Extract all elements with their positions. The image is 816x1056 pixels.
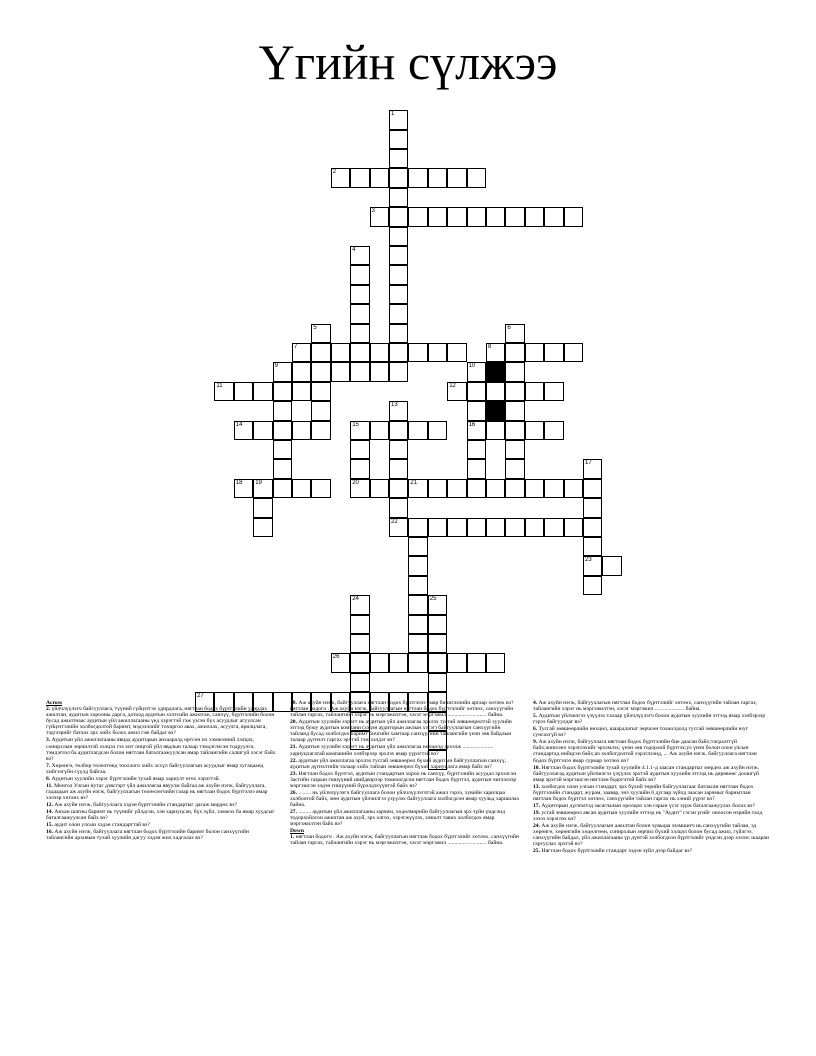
grid-cell[interactable]	[525, 479, 544, 498]
grid-cell[interactable]	[350, 421, 369, 440]
grid-cell[interactable]	[331, 168, 350, 187]
clue-item-number: 23.	[290, 770, 297, 777]
clue-item-number: 13.	[533, 783, 540, 790]
clue-number: 10	[468, 363, 476, 370]
grid-cell[interactable]	[292, 382, 311, 401]
clue-item-number: 3.	[46, 737, 51, 744]
clue-item-text: Аж ахуйн нэгж, байгууллага нягтлан бодох бүртгэлийн баримт болон санхүүгийн тайлангийн архивын тухай хуулийн дагуу хэдэн жил хадгалах вэ?	[46, 829, 249, 842]
clue-number: 15	[352, 421, 359, 428]
grid-cell[interactable]	[467, 421, 486, 440]
grid-cell[interactable]	[544, 343, 563, 362]
grid-cell[interactable]	[331, 362, 350, 381]
grid-cell[interactable]	[428, 518, 447, 537]
clue-number: 13	[391, 402, 398, 409]
clue-item	[290, 834, 520, 846]
clue-number: 27	[197, 693, 204, 700]
clue-item	[533, 713, 769, 725]
grid-cell[interactable]	[389, 343, 408, 362]
grid-cell[interactable]	[389, 324, 408, 343]
clue-item	[533, 765, 769, 783]
grid-cell[interactable]	[370, 653, 389, 672]
clue-item-text: Аж ахуйн нэгж, байгууллагын ажилтан болон хувьцаа эзэмшигч нь санхүүгийн тайлан, эд хөрөнгө, хөрөнгийн хөдөлгөөн, сонирхлын зөрчил бүхий хэлцэл болон бусад ажил, гүйлгээ, санхүүгийн байдал, үйл ажиллагааны үр дүнтэй холбогдсон бүртгэлийг үндсэн дээр хэзээс шааран гаргуулах эрхтэй вэ?	[533, 822, 769, 848]
clue-item	[290, 744, 520, 756]
clue-number: 7	[294, 344, 298, 350]
grid-cell[interactable]	[311, 324, 330, 343]
grid-cell[interactable]	[389, 188, 408, 207]
grid-cell[interactable]	[467, 518, 486, 537]
grid-cell[interactable]	[505, 421, 524, 440]
grid-cell[interactable]	[583, 498, 602, 517]
grid-cell[interactable]	[428, 673, 447, 692]
grid-cell[interactable]	[311, 382, 330, 401]
clues-column-1	[46, 700, 276, 842]
grid-cell[interactable]	[253, 498, 272, 517]
grid-cell[interactable]	[389, 130, 408, 149]
clues-column-3	[533, 700, 769, 855]
clue-item	[46, 802, 276, 808]
grid-cell[interactable]	[544, 479, 563, 498]
grid-cell[interactable]	[350, 459, 369, 478]
clue-item-text: Аж ахуйн нэгж, байгууллага нягтлан бодох бүртгэлээ ямар бичиглэлийн аргаар хөтлөх вэ? нягтлан бодогч . Аж ахуйн нэгж, байгууллагын нягтлан бодох бүртгэлийг хөтлөх, санхүүгийн тайлан гаргах, тайлангийн хэрэг нь мэргэжилтэн, хэсэг мэргэжил ............................ байна.	[290, 700, 514, 719]
grid-cell[interactable]	[234, 421, 253, 440]
clue-item-text: Нягтлан бодох бүртгэлийн тухай хуулийн 4.1.1-д заасан стандартыг мөрдөх аж ахуйн нэгж, байгууллагад аудитын үйлчилгээ үзүүлэх эрхтэй аудитын хуулийн этгээд нь дөрөвөөс доошгүй ямар эрхтэй мэргэшсэн нягтлан бодогчтой байх вэ?	[533, 764, 760, 783]
clue-item-text: үйлчлүүлэгч байгууллага, түүний гүйцэтгэх удирдлага, нягтлан бодох бүртгэлийн удирдах ажилтан, аудитын хорооны дарга, дотоод аудитын хэлтсийн ажилтан, санхүү, бүртгэлийн болон бусад ажилтнаас аудитын үйл ажиллагааны үед хэрэгтэй гэж үзсэн бүх асуудлыг агуулсан гүйцэтгэлийн холбогдолтой баримт, мэдээллийг тохиргоо авах, ажиллах, асуулга, ярилцлага, тэдгээрийг батлах эрх хийх болох ажил гэж байдаг вэ?	[46, 706, 275, 737]
grid-cell[interactable]	[447, 382, 466, 401]
grid-cell[interactable]	[428, 653, 447, 672]
grid-cell[interactable]	[253, 518, 272, 537]
grid-cell[interactable]	[408, 634, 427, 653]
grid-cell[interactable]	[350, 673, 369, 692]
grid-cell[interactable]	[602, 556, 621, 575]
grid-cell[interactable]	[564, 207, 583, 226]
grid-cell[interactable]	[408, 207, 427, 226]
grid-cell[interactable]	[389, 653, 408, 672]
grid-cell[interactable]	[544, 421, 563, 440]
clue-item-text: Аж ахуйн нэгж, байгууллага нягтлан бодох бүртгэлийн бие даасан байх;тасралтгүй байх;жинхэнэ хэрэглэхийг эрхэмлэх; үнэн зөв тодорхой бүртгэх;ул үнэн болон олон улсын стандартад нийцсэн байх;ач холбогдолтой хэрэглээнд, ... Аж ахуйн нэгж, байгууллага нягтлан бодох бүртгэлээ ямар сурмар хөтлөх вэ?	[533, 739, 757, 764]
clue-item-text: ......... аудитын үйл ажиллагааны зарчим, хөдөлмөрийн байгууллагын эрх зүйн үндсэнд тодорхойлсон ажилтан аж ахуй, эрх олгох, хэрэгжүүлэх, хяналт тавих холбогдох ямар мэргэжилтэн байх вэ?	[290, 808, 505, 828]
grid-cell[interactable]	[505, 382, 524, 401]
clue-number: 2	[332, 169, 337, 176]
clue-number: 8	[488, 344, 492, 350]
across-heading: Across	[46, 700, 63, 706]
grid-cell[interactable]	[544, 382, 563, 401]
clue-item	[533, 700, 769, 712]
grid-cell[interactable]	[467, 168, 486, 187]
grid-cell[interactable]	[505, 207, 524, 226]
clue-item-text: Анхан шатны баримт нь түүнийг үйлдсэн, хэн хариуцсан, бүх зүйл, хэмжээ ба ямар хуудсыг баталгаажуулсан байх вэ?	[46, 808, 275, 822]
clue-item-number: 22.	[290, 757, 297, 764]
grid-cell[interactable]	[408, 168, 427, 187]
clue-item-number: 26.	[290, 789, 297, 796]
clue-item-number: 12.	[46, 801, 53, 808]
clue-item	[46, 809, 276, 821]
grid-cell[interactable]	[253, 382, 272, 401]
grid-cell[interactable]	[408, 653, 427, 672]
clue-item	[46, 763, 276, 775]
grid-cell[interactable]	[447, 653, 466, 672]
grid-cell[interactable]	[525, 421, 544, 440]
grid-cell[interactable]	[428, 634, 447, 653]
grid-cell[interactable]	[505, 362, 524, 381]
clue-number: 23	[585, 557, 592, 564]
grid-cell[interactable]	[467, 401, 486, 420]
page-title: Үгийн сүлжээ	[258, 34, 558, 90]
grid-cell[interactable]	[234, 479, 253, 498]
grid-block	[486, 401, 505, 420]
grid-cell[interactable]	[273, 382, 292, 401]
grid-cell[interactable]	[350, 440, 369, 459]
grid-cell[interactable]	[583, 518, 602, 537]
clue-item-text: Аудитын хуулийн хэрэгт нь аудитын үйл ажиллагаа нөхцөлд эрхэлж ...................... хариуцлагатай компанийн хэлбэрээр эрхлэх ямар үүрэгтэй вэ?	[290, 744, 494, 757]
clue-item-text: холбогдох олон улсын стандарт, эрх бүхий төрийн байгууллагаас батласан нягтлан бодох бүртгэлийн стандарт, журам, заавар, энэ хуулийн 6 дугаар зүйлд заасан зарчмыг баримтлан нягтлан бодох бүртгэл хөтлөх, санхүүгийн тайлан гаргах нь хэний үүрэг вэ?	[533, 783, 754, 802]
grid-cell[interactable]	[389, 459, 408, 478]
grid-cell[interactable]	[408, 537, 427, 556]
grid-cell[interactable]	[564, 479, 583, 498]
clue-item-text: Аудитын үйлчилгээ үзүүлэх талаар үйлчлүүлэгч болон аудитын хуулийн этгээд ямар хэлбэрээр гэрээ байгуулдаг вэ?	[533, 713, 766, 726]
grid-cell[interactable]	[467, 479, 486, 498]
clue-item-number: 19.	[533, 809, 540, 816]
grid-cell[interactable]	[408, 595, 427, 614]
grid-cell[interactable]	[331, 343, 350, 362]
clue-number: 12	[449, 382, 456, 389]
grid-cell[interactable]	[467, 362, 486, 381]
clue-item	[290, 700, 520, 718]
grid-cell[interactable]	[350, 285, 369, 304]
grid-cell[interactable]	[583, 479, 602, 498]
grid-cell[interactable]	[525, 343, 544, 362]
grid-cell[interactable]	[505, 401, 524, 420]
grid-cell[interactable]	[311, 421, 330, 440]
grid-cell[interactable]	[389, 421, 408, 440]
grid-cell[interactable]	[486, 343, 505, 362]
clue-item-text: Аж ахуйн нэгж, байгууллагын нягтлан бодох бүртгэлийг хөтлөх, санхүүгийн тайлан гаргах, тайлангийн хэрэг нь мэргэжилтэн, хэсэг мэргэжил ..................... байна.	[533, 700, 758, 713]
grid-cell[interactable]	[505, 479, 524, 498]
grid-cell[interactable]	[408, 343, 427, 362]
grid-cell[interactable]	[389, 110, 408, 129]
clue-item-number: 24.	[533, 822, 540, 829]
grid-cell[interactable]	[389, 304, 408, 323]
grid-cell[interactable]	[486, 421, 505, 440]
clue-item-number: 27.	[290, 808, 297, 815]
grid-cell[interactable]	[350, 265, 369, 284]
grid-cell[interactable]	[486, 382, 505, 401]
grid-cell[interactable]	[564, 518, 583, 537]
clue-item-number: 18.	[290, 700, 297, 706]
grid-cell[interactable]	[583, 537, 602, 556]
clue-number: 17	[585, 460, 592, 467]
clue-item	[533, 784, 769, 802]
clue-item	[46, 737, 276, 761]
grid-cell[interactable]	[292, 362, 311, 381]
clue-number: 22	[391, 518, 398, 525]
grid-cell[interactable]	[370, 479, 389, 498]
clue-item	[46, 706, 276, 736]
clue-item-number: 20.	[290, 719, 297, 726]
clue-item-text: Монгол Улсын нутаг дэвсгэрт үйл ажиллагаа явуулж байгаа аж ахуйн нэгж, байгууллага, гадаадын аж ахуйн нэгж, байгууллагын төлөөлөгчийн газар нь нягтлан бодох бүртгэлээ ямар хэлээр хөтлөх вэ?	[46, 782, 268, 801]
grid-cell[interactable]	[389, 518, 408, 537]
clue-item-text: Аудитын хуулийн хэрэг бүртгэлийн тухай ямар хариулт өгөх хэрэгтэй.	[50, 775, 220, 782]
clue-number: 20	[352, 479, 359, 486]
grid-cell[interactable]	[292, 343, 311, 362]
clue-item-text: нягтлан бодогч . Аж ахуйн нэгж, байгууллагын нягтлан бодох бүртгэлийг хөтлөх, санхүүгийн тайлан гаргах, тайлангийн хэрэг нь мэргэжилтэн, хэсэг мэргэжил ............................ байна.	[290, 834, 519, 847]
grid-cell[interactable]	[486, 653, 505, 672]
grid-cell[interactable]	[350, 168, 369, 187]
grid-cell[interactable]	[273, 421, 292, 440]
clue-number: 1	[391, 111, 395, 118]
grid-cell[interactable]	[389, 168, 408, 187]
grid-cell[interactable]	[486, 518, 505, 537]
clue-item	[46, 822, 276, 828]
clue-item-number: 21.	[290, 744, 297, 751]
grid-cell[interactable]	[292, 421, 311, 440]
grid-block	[486, 362, 505, 381]
grid-cell[interactable]	[505, 459, 524, 478]
grid-cell[interactable]	[428, 343, 447, 362]
grid-cell[interactable]	[311, 479, 330, 498]
clue-item-number: 17.	[533, 802, 540, 809]
grid-cell[interactable]	[389, 479, 408, 498]
grid-cell[interactable]	[389, 265, 408, 284]
grid-cell[interactable]	[350, 304, 369, 323]
grid-cell[interactable]	[273, 459, 292, 478]
clue-item-text: Нягтлан бодох бүртгэл, аудитын стандартын хороо нь санхүү, бүртгэлийн асуудал эрхэлсэн Засгийн газрын гишүүний шийдвэрээр томилогдсон нягтлан бодох бүртгэл, аудитын чиглэлээр мэргэшсэн хэдэн гишүүний бүрэлдэхүүнтэй байх вэ?	[290, 770, 517, 789]
clue-item-text: ......... нь үйлчлүүлэгч байгууллага болон үйлчлүүлэгчтэй ажил гэрээ, хувийн харилцаа холбоотой байх, мөн аудитын үйлчилгээ үзүүлэх байгууллага холбогдсон ямар хуульд харшилах байна.	[290, 789, 520, 808]
clue-item-text: Аудитын хуулийн хэрэгт нь аудитын үйл ажиллагаа эрхлэх тусгай зөвшөөрөлтэй хуулийн этгээд буюу аудитын компани (хэдэн аудиторын ажлын хэсэг) байгууллагын санхүүгийн тайланд бусад холбогдох баримт бичгийн хамтаар санхүүгийн тайлангийн үнэн зөв байдлын талаар дүгнэлт гаргах эрхтэй гэж хэлдэг вэ?	[290, 719, 512, 744]
grid-cell[interactable]	[389, 401, 408, 420]
clue-item	[533, 726, 769, 738]
grid-cell[interactable]	[350, 343, 369, 362]
grid-cell[interactable]	[428, 479, 447, 498]
grid-cell[interactable]	[525, 382, 544, 401]
grid-cell[interactable]	[467, 459, 486, 478]
grid-cell[interactable]	[370, 207, 389, 226]
grid-cell[interactable]	[428, 207, 447, 226]
clue-item	[290, 758, 520, 770]
clue-item-text: Аудитын үйл ажиллагааны явцад аудиторын анхааралд өртсөн их хэмжээний хэлцэл, сонирхлын зөрчилтэй хэлцэл гэх мэт онцгой үйл явдлын талаар тэмдэглэсэн тодруулга, тэмдэглэл ба аудитлагдсан болон нягтлан баталгаажуулсан ямар тайлангийн салшгүй хэсэг байх вэ?	[46, 737, 276, 762]
clue-item-number: 7.	[46, 762, 51, 769]
grid-cell[interactable]	[389, 227, 408, 246]
grid-cell[interactable]	[544, 207, 563, 226]
grid-cell[interactable]	[350, 362, 369, 381]
grid-cell[interactable]	[505, 518, 524, 537]
clue-number: 4	[352, 247, 356, 253]
grid-cell[interactable]	[525, 518, 544, 537]
clue-item	[46, 783, 276, 801]
clue-item-number: 9.	[533, 739, 538, 746]
clue-item	[46, 776, 276, 782]
clue-item-number: 10.	[533, 764, 540, 771]
grid-cell[interactable]	[447, 518, 466, 537]
grid-cell[interactable]	[350, 324, 369, 343]
clue-item	[533, 739, 769, 763]
grid-cell[interactable]	[447, 343, 466, 362]
grid-cell[interactable]	[447, 168, 466, 187]
grid-cell[interactable]	[428, 595, 447, 614]
clue-number: 14	[235, 421, 243, 428]
grid-cell[interactable]	[408, 518, 427, 537]
clue-item-number: 16.	[46, 829, 53, 835]
clue-item	[290, 790, 520, 808]
clue-number: 18	[235, 479, 243, 486]
grid-cell[interactable]	[389, 362, 408, 381]
grid-cell[interactable]	[350, 595, 369, 614]
grid-cell[interactable]	[408, 421, 427, 440]
grid-cell[interactable]	[447, 479, 466, 498]
grid-cell[interactable]	[311, 362, 330, 381]
grid-cell[interactable]	[350, 246, 369, 265]
grid-cell[interactable]	[408, 576, 427, 595]
grid-cell[interactable]	[389, 149, 408, 168]
clue-item-number: 6.	[533, 726, 538, 733]
grid-cell[interactable]	[214, 382, 233, 401]
grid-cell[interactable]	[428, 615, 447, 634]
clue-item	[290, 719, 520, 743]
clue-item-number: 8.	[46, 775, 51, 782]
clue-item-text: Аудиторын дүгнэлтэд засаглалын оролцоо хэн гарын үсэг зурж баталгаажуулах болох вэ?	[540, 802, 755, 809]
clue-number: 5	[313, 324, 317, 331]
grid-cell[interactable]	[486, 479, 505, 498]
clue-number: 21	[410, 479, 418, 486]
grid-cell[interactable]	[408, 615, 427, 634]
clue-item	[46, 829, 276, 841]
grid-cell[interactable]	[331, 653, 350, 672]
grid-cell[interactable]	[408, 556, 427, 575]
clue-item-text: Хөрөнгө, төлбөр төлөлтөнд тооллого хийх эсхүл байгууллагын асуудлыг ямар хугацаанд хийгээгүйн сүүлд байгаа.	[46, 762, 264, 775]
clue-item	[533, 803, 769, 809]
clue-number: 9	[274, 363, 278, 370]
clue-item-number: 14.	[46, 808, 53, 815]
grid-cell[interactable]	[428, 421, 447, 440]
grid-cell[interactable]	[311, 343, 330, 362]
grid-cell[interactable]	[428, 168, 447, 187]
grid-cell[interactable]	[486, 207, 505, 226]
grid-cell[interactable]	[292, 479, 311, 498]
clue-item-number: 1.	[290, 834, 295, 841]
grid-cell[interactable]	[273, 362, 292, 381]
clue-item	[533, 848, 769, 854]
grid-cell[interactable]	[234, 382, 253, 401]
clue-number: 6	[507, 324, 511, 331]
grid-cell[interactable]	[505, 343, 524, 362]
clue-item-text: Тусгай зөвшөөрлийн нөхцөл, шаардлагыг зөрчсөн тохиолдолд тусгай зөвшөөрлийн юуг сунгахгүй вэ?	[533, 726, 749, 739]
clue-item-text: аудит олон улсын хэдэн стандарттай вэ?	[53, 822, 150, 829]
clue-item-number: 25.	[533, 848, 540, 855]
grid-cell[interactable]	[564, 343, 583, 362]
grid-cell[interactable]	[253, 479, 272, 498]
clue-number: 24	[352, 596, 359, 603]
grid-cell[interactable]	[447, 207, 466, 226]
clue-number: 11	[216, 382, 223, 389]
grid-cell[interactable]	[583, 576, 602, 595]
grid-cell[interactable]	[389, 285, 408, 304]
grid-cell[interactable]	[273, 440, 292, 459]
grid-cell[interactable]	[350, 653, 369, 672]
grid-cell[interactable]	[350, 634, 369, 653]
grid-cell[interactable]	[389, 246, 408, 265]
clue-item-number: 5.	[533, 713, 538, 720]
clue-number: 19	[255, 479, 262, 486]
clue-number: 3	[371, 208, 375, 215]
grid-cell[interactable]	[311, 401, 330, 420]
grid-cell[interactable]	[408, 479, 427, 498]
grid-cell[interactable]	[370, 421, 389, 440]
grid-cell[interactable]	[467, 207, 486, 226]
clue-number: 25	[429, 596, 437, 603]
clue-item	[533, 823, 769, 847]
grid-cell[interactable]	[389, 498, 408, 517]
grid-cell[interactable]	[544, 518, 563, 537]
grid-cell[interactable]	[583, 556, 602, 575]
grid-cell[interactable]	[350, 479, 369, 498]
down-heading: Down	[290, 828, 304, 835]
grid-cell[interactable]	[389, 440, 408, 459]
grid-cell[interactable]	[370, 168, 389, 187]
clue-item-text: Нягтлан бодох бүртгэлийн стандарт хэдэн зүйл дээр байдаг вэ?	[540, 848, 693, 855]
clue-item	[533, 810, 769, 822]
grid-cell[interactable]	[350, 615, 369, 634]
clue-item-number: 11.	[46, 782, 53, 789]
grid-cell[interactable]	[505, 440, 524, 459]
clue-item-text: усгай зөвшөөрөл авсан аудитын хуулийн этгээд нь "Аудит" гэсэн үгийг оноосон нэрийн талд хэзээ хэрэглэх вэ?	[533, 809, 763, 822]
grid-cell[interactable]	[505, 324, 524, 343]
grid-cell[interactable]	[389, 207, 408, 226]
grid-cell[interactable]	[370, 343, 389, 362]
clue-number: 16	[468, 421, 476, 428]
clue-number: 26	[332, 654, 340, 661]
grid-cell[interactable]	[467, 653, 486, 672]
grid-cell[interactable]	[467, 382, 486, 401]
clue-item	[290, 809, 520, 827]
grid-cell[interactable]	[273, 479, 292, 498]
grid-cell[interactable]	[525, 207, 544, 226]
clue-item-number: 15.	[46, 822, 53, 829]
grid-cell[interactable]	[253, 421, 272, 440]
clue-item	[290, 771, 520, 789]
grid-cell[interactable]	[370, 362, 389, 381]
grid-cell[interactable]	[273, 401, 292, 420]
grid-cell[interactable]	[467, 440, 486, 459]
clue-item-text: Аж ахуйн нэгж, байгууллага хэдэн бүртгэлийн стандартыг дагаж мөрдөх вэ?	[53, 801, 237, 808]
grid-cell[interactable]	[583, 459, 602, 478]
clue-item-number: 4.	[533, 700, 538, 706]
clues-column-2	[290, 700, 520, 847]
clue-item-number: 2.	[46, 706, 51, 713]
clue-item-text: аудитын үйл ажиллагаа эрхлэх тусгай зөвшөөрөл бүхий аудитын байгууллагын санхүү, аудитын дүгнэлтийн талаар хийх тайлан зөвшөөрөл бүхий хариуцлага ямар байх вэ?	[290, 757, 507, 770]
